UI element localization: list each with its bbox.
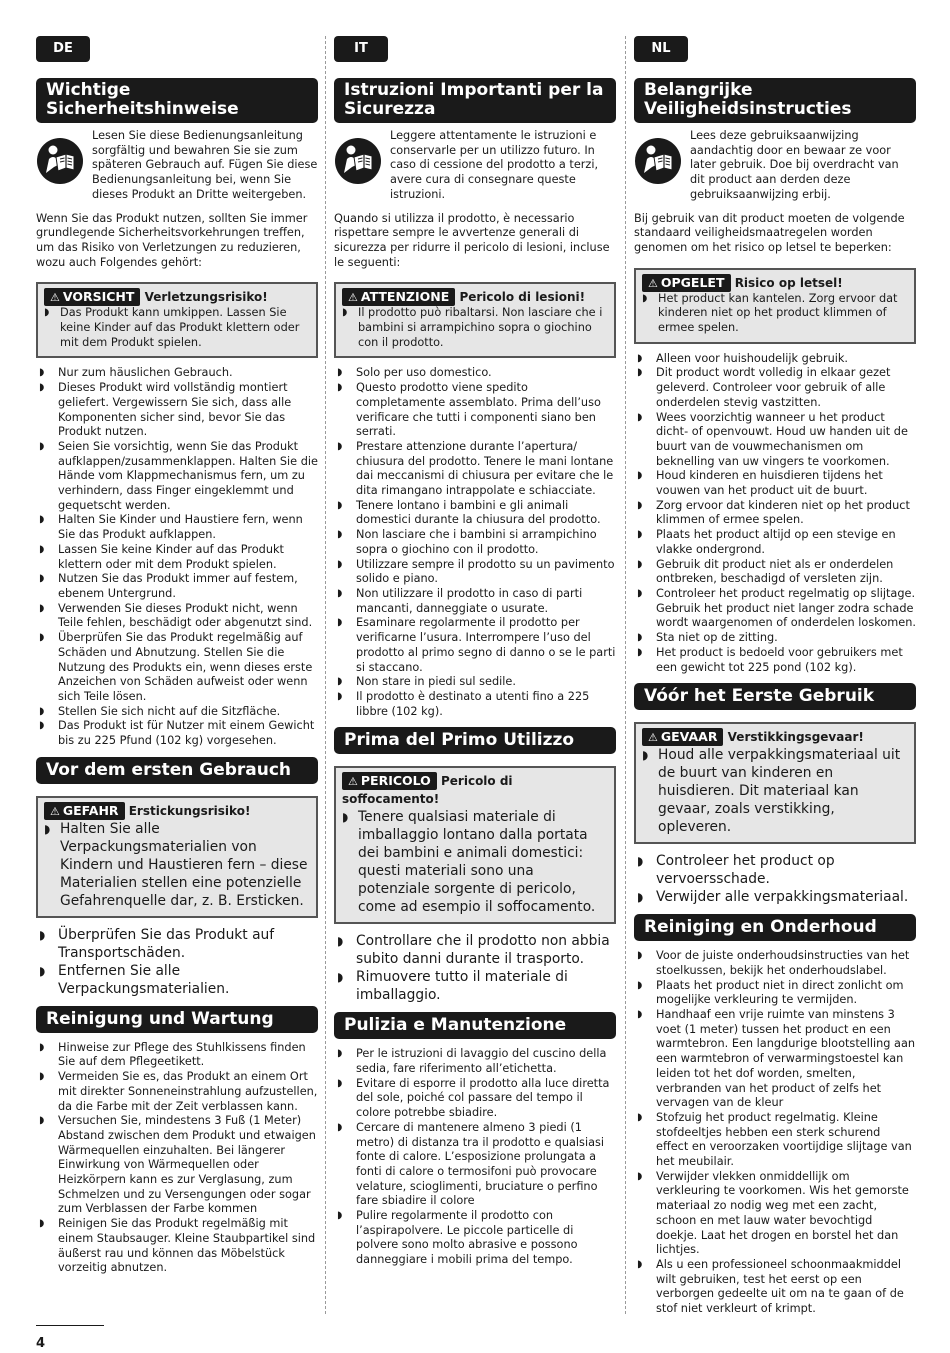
list-item: ◗ Tenere lontano i bambini e gli animali domestici durante la chiusura del prodotto. [334,499,616,528]
danger-box [36,796,318,918]
list-item: ◗ Entfernen Sie alle Verpackungsmaterialien. [36,962,318,998]
column-de [36,36,318,1276]
warning-list [642,292,908,336]
warning-triangle-icon: ⚠ [648,731,658,745]
danger-badge [642,728,723,746]
footer-rule [36,1325,104,1326]
list-item: ◗ Questo prodotto viene spedito completamente assemblato. Prima dell’uso verificare che tutti i componenti siano ben serrati. [334,381,616,440]
danger-header [44,802,310,820]
column-divider [325,36,326,1314]
list-item: ◗ Das Produkt ist für Nutzer mit einem Gewicht bis zu 225 Pfund (102 kg) vorgesehen. [36,719,318,748]
list-item: ◗ Non lasciare che i bambini si arrampichino sopra o giochino con il prodotto. [334,528,616,557]
list-item: ◗ Hinweise zur Pflege des Stuhlkissens finden Sie auf dem Pflegeetikett. [36,1041,318,1070]
cleaning-list [634,949,916,1317]
list-item: ◗ Das Produkt kann umkippen. Lassen Sie keine Kinder auf das Produkt klettern oder mit dem Produkt spielen. [44,306,310,350]
list-item: ◗ Verwijder vlekken onmiddellijk om verkleuring te voorkomen. Wis het gemorste materiaal zo nodig weg met een zacht, schoon en met lauw water bevochtigd doekje. Laat het drogen en borstel het dan lichtjes. [634,1170,916,1258]
first-use-list [36,926,318,998]
danger-box [634,722,916,844]
warning-title: Verletzungsrisiko! [144,290,268,305]
danger-badge-label: GEFAHR [62,802,119,818]
danger-badge [44,802,125,820]
list-item: ◗ Nutzen Sie das Produkt immer auf festem, ebenem Untergrund. [36,572,318,601]
warning-triangle-icon: ⚠ [50,291,60,305]
warning-badge-label: VORSICHT [62,289,135,305]
list-item: ◗ Tenere qualsiasi materiale di imballaggio lontano dalla portata dei bambini e animali domestici: questi materiali sono una potenziale sorgente di pericolo, come ad esempio il soffocamento. [342,808,608,916]
list-item: ◗ Lassen Sie keine Kinder auf das Produkt klettern oder mit dem Produkt spielen. [36,543,318,572]
list-item: ◗ Stofzuig het product regelmatig. Kleine stofdeeltjes hebben een sterk schurend effect en veroorzaken voortijdige slijtage van het meubilair. [634,1111,916,1170]
list-item: ◗ Houd kinderen en huisdieren tijdens het vouwen van het product uit de buurt. [634,469,916,498]
warning-title: Pericolo di lesioni! [459,290,586,305]
read-manual-icon [36,137,84,185]
danger-title: Verstikkingsgevaar! [727,730,864,745]
list-item: ◗ Versuchen Sie, mindestens 3 Fuß (1 Meter) Abstand zwischen dem Produkt und etwaigen Wärmequellen einzuhalten. Bei längerer Einwirkung von Wärmequellen oder Heizkörpern kann es zur Verglasung, zum Schmelzen und zu Versengungen oder sogar zum Verblassen der Farbe kommen [36,1114,318,1217]
list-item: ◗ Verwenden Sie dieses Produkt nicht, wenn Teile fehlen, beschädigt oder abgenutzt sind. [36,602,318,631]
warning-box [634,268,916,344]
warning-list [342,306,608,350]
list-item: ◗ Per le istruzioni di lavaggio del cuscino della sedia, fare riferimento all’etichetta. [334,1047,616,1076]
warning-header [44,288,310,306]
list-item: ◗ Wees voorzichtig wanneer u het product dicht- of openvouwt. Houd uw handen uit de buurt van de vouwmechanismen om beknelling van uw vingers te voorkomen. [634,411,916,470]
intro-text: Leggere attentamente le istruzioni e conservarle per un utilizzo futuro. In caso di cessione del prodotto a terzi, avere cura di consegnare queste istruzioni. [390,129,599,201]
intro-paragraph: Bij gebruik van dit product moeten de volgende standaard veiligheidsmaatregelen worden genomen om het risico op letsel te beperken: [634,211,905,254]
list-item: ◗ Controleer het product op vervoersschade. [634,852,916,888]
danger-badge [342,772,437,790]
list-item: ◗ Utilizzare sempre il prodotto su un pavimento solido e piano. [334,558,616,587]
intro-paragraph: Wenn Sie das Produkt nutzen, sollten Sie immer grundlegende Sicherheitsvorkehrungen treffen, um das Risiko von Verletzungen zu reduzieren, wozu auch Folgendes gehört: [36,211,308,269]
warning-badge-label: OPGELET [660,274,725,290]
list-item: ◗ Gebruik dit product niet als er onderdelen ontbreken, beschadigd of versleten zijn. [634,558,916,587]
list-item: ◗ Het product kan kantelen. Zorg ervoor dat kinderen niet op het product klimmen of ermee spelen. [642,292,908,336]
list-item: ◗ Non utilizzare il prodotto in caso di parti mancanti, danneggiate o usurate. [334,587,616,616]
list-item: ◗ Solo per uso domestico. [334,366,616,381]
warning-box [334,282,616,358]
cleaning-title: Reiniging en Onderhoud [634,914,916,941]
list-item: ◗ Seien Sie vorsichtig, wenn Sie das Produkt aufklappen/zusammenklappen. Halten Sie die Hände vom Klappmechanismus fern, um zu verhindern, dass Finger eingeklemmt und gequetscht werden. [36,440,318,514]
danger-list [44,820,310,910]
list-item: ◗ Vermeiden Sie es, das Produkt an einem Ort mit direkter Sonneneinstrahlung aufzustellen, da die Farbe mit der Zeit verblassen kann. [36,1070,318,1114]
danger-list [342,808,608,916]
list-item: ◗ Stellen Sie sich nicht auf die Sitzfläche. [36,705,318,720]
list-item: ◗ Dieses Produkt wird vollständig montiert geliefert. Vergewissern Sie sich, dass alle Komponenten sicher sind, bevor Sie das Produkt nutzen. [36,381,318,440]
first-use-list [634,852,916,906]
list-item: ◗ Handhaaf een vrije ruimte van minstens 3 voet (1 meter) tussen het product en een warmtebron. Een langdurige blootstelling aan een warmtebron of verwarmingstoestel kan leiden tot het dof worden, smelten, verbranden van het product of zelfs het vervagen van de kleur [634,1008,916,1111]
danger-title: Erstickungsrisiko! [128,803,251,818]
list-item: ◗ Prestare attenzione durante l’apertura/ chiusura del prodotto. Tenere le mani lontane dai meccanismi di chiusura per evitare che le dita rimangano intrappolate e schiacciate. [334,440,616,499]
list-item: ◗ Überprüfen Sie das Produkt auf Transportschäden. [36,926,318,962]
list-item: ◗ Het product is bedoeld voor gebruikers met een gewicht tot 225 pond (102 kg). [634,646,916,675]
list-item: ◗ Als u een professioneel schoonmaakmiddel wilt gebruiken, test het eerst op een verborgen gedeelte uit om na te gaan of de stof niet verkleurt of krimpt. [634,1258,916,1317]
first-use-title: Vor dem ersten Gebrauch [36,757,318,784]
list-item: ◗ Il prodotto può ribaltarsi. Non lasciare che i bambini si arrampichino sopra o giochino con il prodotto. [342,306,608,350]
safety-title: Wichtige Sicherheitshinweise [36,78,318,123]
column-nl [634,36,916,1317]
intro-block [634,129,916,203]
list-item: ◗ Voor de juiste onderhoudsinstructies van het stoelkussen, bekijk het onderhoudslabel. [634,949,916,978]
language-tag: DE [36,36,90,62]
list-item: ◗ Controllare che il prodotto non abbia subito danni durante il trasporto. [334,932,616,968]
column-it [334,36,616,1268]
safety-list [634,352,916,675]
list-item: ◗ Pulire regolarmente il prodotto con l’aspirapolvere. Le piccole particelle di polvere sono molto abrasive e possono danneggiare i mobili prima del tempo. [334,1209,616,1268]
cleaning-title: Pulizia e Manutenzione [334,1012,616,1039]
warning-badge [642,274,731,292]
intro-text: Lesen Sie diese Bedienungsanleitung sorgfältig und bewahren Sie sie zum späteren Gebrauch auf. Fügen Sie diese Bedienungsanleitung bei, wenn Sie dieses Produkt an Dritte weitergeben. [92,129,318,201]
cleaning-list [334,1047,616,1268]
list-item: ◗ Controleer het product regelmatig op slijtage. Gebruik het product niet langer zodra schade wordt waargenomen of onderdelen loskomen. [634,587,916,631]
danger-header [342,772,608,808]
list-item: ◗ Rimuovere tutto il materiale di imballaggio. [334,968,616,1004]
warning-header [642,274,908,292]
danger-title: Pericolo di soffocamento! [342,774,513,807]
cleaning-list [36,1041,318,1276]
safety-list [36,366,318,748]
first-use-list [334,932,616,1004]
list-item: ◗ Sta niet op de zitting. [634,631,916,646]
cleaning-title: Reinigung und Wartung [36,1006,318,1033]
danger-box [334,766,616,924]
warning-triangle-icon: ⚠ [348,775,358,789]
warning-list [44,306,310,350]
list-item: ◗ Verwijder alle verpakkingsmateriaal. [634,888,916,906]
page-number: 4 [36,1336,46,1351]
first-use-title: Prima del Primo Utilizzo [334,727,616,754]
list-item: ◗ Alleen voor huishoudelijk gebruik. [634,352,916,367]
list-item: ◗ Evitare di esporre il prodotto alla luce diretta del sole, poiché col passare del tempo il colore potrebbe sbiadire. [334,1077,616,1121]
safety-title: Istruzioni Importanti per la Sicurezza [334,78,616,123]
warning-title: Risico op letsel! [734,275,843,290]
list-item: ◗ Non stare in piedi sul sedile. [334,675,616,690]
list-item: ◗ Halten Sie alle Verpackungsmaterialien von Kindern und Haustieren fern – diese Materialien stellen eine potenzielle Gefahrenquelle dar, z. B. Ersticken. [44,820,310,910]
warning-header [342,288,608,306]
list-item: ◗ Überprüfen Sie das Produkt regelmäßig auf Schäden und Abnutzung. Stellen Sie die Nutzung des Produkts ein, wenn dieses erste Anzeichen von Schäden aufweist oder wenn sich Teile lösen. [36,631,318,705]
warning-box [36,282,318,358]
list-item: ◗ Plaats het product altijd op een stevige en vlakke ondergrond. [634,528,916,557]
danger-header [642,728,908,746]
warning-triangle-icon: ⚠ [50,804,60,818]
list-item: ◗ Plaats het product niet in direct zonlicht om mogelijke verkleuring te vermijden. [634,979,916,1008]
warning-badge [44,288,140,306]
list-item: ◗ Esaminare regolarmente il prodotto per verificarne l’usura. Interrompere l’uso del prodotto al primo segno di danno o se le parti si staccano. [334,616,616,675]
list-item: ◗ Zorg ervoor dat kinderen niet op het product klimmen of ermee spelen. [634,499,916,528]
danger-badge-label: GEVAAR [660,729,718,745]
warning-badge [342,288,455,306]
danger-list [642,746,908,836]
intro-block [334,129,616,203]
warning-triangle-icon: ⚠ [348,291,358,305]
first-use-title: Vóór het Eerste Gebruik [634,683,916,710]
intro-paragraph: Quando si utilizza il prodotto, è necessario rispettare sempre le avvertenze generali di sicurezza per ridurre il pericolo di lesioni, incluse le seguenti: [334,211,610,269]
column-divider [625,36,626,1314]
warning-badge-label: ATTENZIONE [360,289,450,305]
danger-badge-label: PERICOLO [360,773,431,789]
read-manual-icon [334,137,382,185]
intro-text: Lees deze gebruiksaanwijzing aandachtig door en bewaar ze voor later gebruik. Doe bij overdracht van dit product aan derden deze gebruiksaanwijzing erbij. [690,129,899,201]
list-item: ◗ Reinigen Sie das Produkt regelmäßig mit einem Staubsauger. Kleine Staubpartikel sind äußerst rau und können das Möbelstück vorzeitig abnutzen. [36,1217,318,1276]
safety-list [334,366,616,719]
list-item: ◗ Houd alle verpakkingsmateriaal uit de buurt van kinderen en huisdieren. Dit materiaal kan gevaar, zoals verstikking, opleveren. [642,746,908,836]
safety-title: Belangrijke Veiligheidsinstructies [634,78,916,123]
list-item: ◗ Halten Sie Kinder und Haustiere fern, wenn Sie das Produkt aufklappen. [36,513,318,542]
warning-triangle-icon: ⚠ [648,276,658,290]
language-tag: IT [334,36,388,62]
list-item: ◗ Dit product wordt volledig in elkaar gezet geleverd. Controleer voor gebruik of alle onderdelen stevig vastzitten. [634,366,916,410]
list-item: ◗ Nur zum häuslichen Gebrauch. [36,366,318,381]
language-tag: NL [634,36,688,62]
list-item: ◗ Cercare di mantenere almeno 3 piedi (1 metro) di distanza tra il prodotto e qualsiasi fonte di calore. L’esposizione prolungata a fonti di calore o termosifoni può provocare velature, scioglimenti, bruciature o perfino fare sbiadire il colore [334,1121,616,1209]
intro-block [36,129,318,203]
list-item: ◗ Il prodotto è destinato a utenti fino a 225 libbre (102 kg). [334,690,616,719]
read-manual-icon [634,137,682,185]
